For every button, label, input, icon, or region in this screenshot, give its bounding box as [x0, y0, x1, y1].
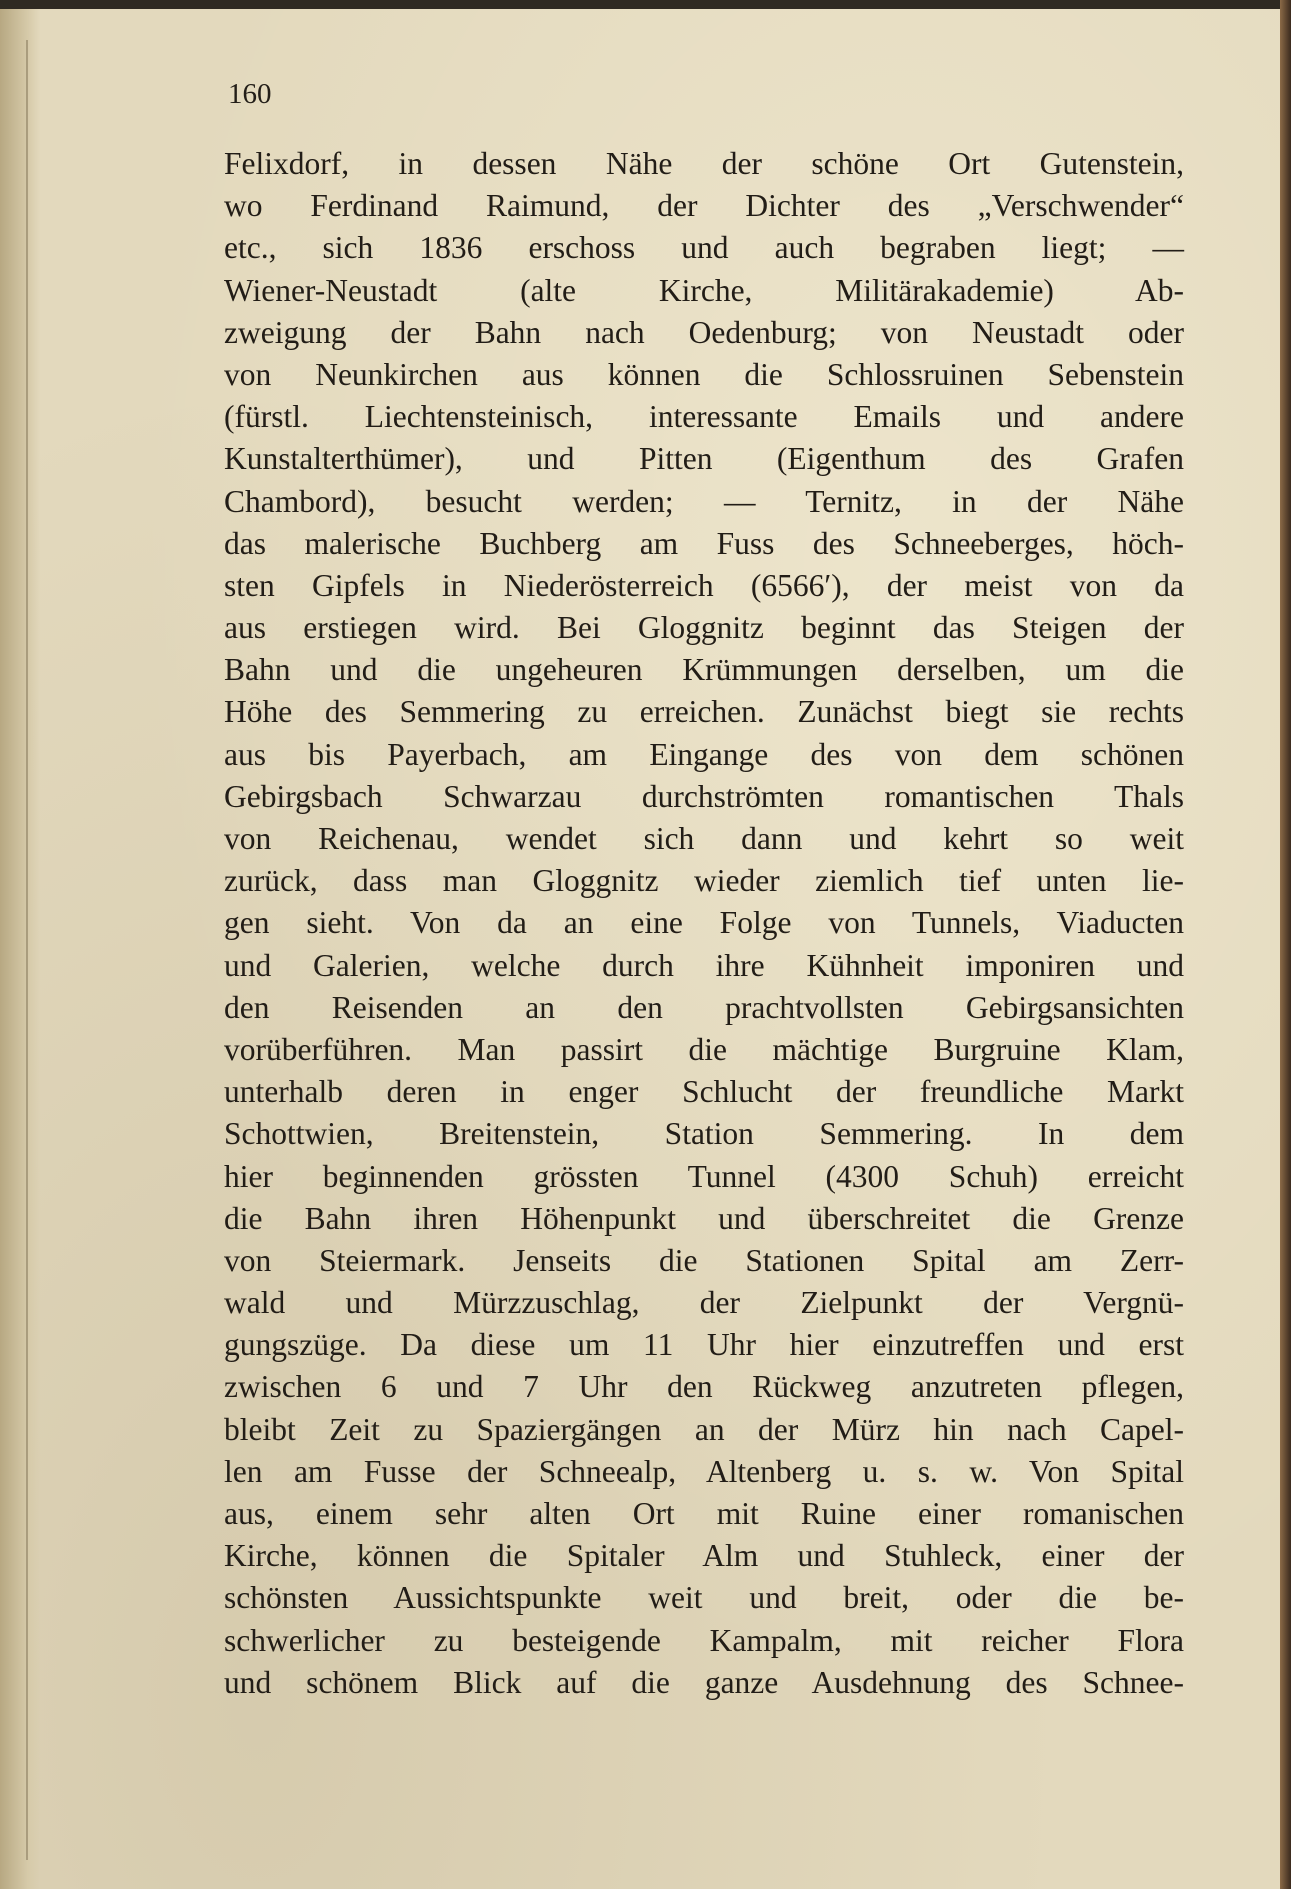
- text-line: wald und Mürzzuschlag, der Zielpunkt der Vergnü-: [224, 1285, 1184, 1321]
- text-line: sten Gipfels in Niederösterreich (6566′), der meist von da: [224, 567, 1184, 603]
- text-line: Felixdorf, in dessen Nähe der schöne Ort Gutenstein,: [224, 146, 1184, 181]
- text-line: Chambord), besucht werden; — Ternitz, in der Nähe: [224, 483, 1184, 519]
- text-line: das malerische Buchberg am Fuss des Schneeberges, höch-: [224, 525, 1184, 561]
- text-line: zurück, dass man Gloggnitz wieder ziemlich tief unten lie-: [224, 863, 1184, 899]
- text-line: Gebirgsbach Schwarzau durchströmten romantischen Thals: [224, 778, 1184, 814]
- text-line: von Neunkirchen aus können die Schlossruinen Sebenstein: [224, 356, 1184, 392]
- text-line: etc., sich 1836 erschoss und auch begraben liegt; —: [224, 230, 1184, 266]
- text-line: hier beginnenden grössten Tunnel (4300 Schuh) erreicht: [224, 1158, 1184, 1194]
- text-line: gen sieht. Von da an eine Folge von Tunnels, Viaducten: [224, 905, 1184, 941]
- text-line: schönsten Aussichtspunkte weit und breit, oder die be-: [224, 1580, 1184, 1616]
- text-line: wo Ferdinand Raimund, der Dichter des „Verschwender“: [224, 188, 1184, 224]
- text-line: Kunstalterthümer), und Pitten (Eigenthum des Grafen: [224, 441, 1184, 477]
- text-line: Wiener-Neustadt (alte Kirche, Militärakademie) Ab-: [224, 272, 1184, 308]
- text-line: len am Fusse der Schneealp, Altenberg u. s. w. Von Spital: [224, 1453, 1184, 1489]
- text-line: aus bis Payerbach, am Eingange des von dem schönen: [224, 736, 1184, 772]
- page-binding-shadow: [0, 9, 40, 1889]
- text-line: unterhalb deren in enger Schlucht der freundliche Markt: [224, 1074, 1184, 1110]
- top-edge-border: [0, 0, 1291, 9]
- text-line: den Reisenden an den prachtvollsten Gebirgsansichten: [224, 989, 1184, 1025]
- text-line: Bahn und die ungeheuren Krümmungen derselben, um die: [224, 652, 1184, 688]
- text-line: vorüberführen. Man passirt die mächtige Burgruine Klam,: [224, 1031, 1184, 1067]
- text-line: zwischen 6 und 7 Uhr den Rückweg anzutreten pflegen,: [224, 1369, 1184, 1405]
- body-text: [224, 143, 1184, 1704]
- text-line: Kirche, können die Spitaler Alm und Stuhleck, einer der: [224, 1538, 1184, 1574]
- text-line: zweigung der Bahn nach Oedenburg; von Neustadt oder: [224, 314, 1184, 350]
- text-line: bleibt Zeit zu Spaziergängen an der Mürz hin nach Capel-: [224, 1411, 1184, 1447]
- text-line: die Bahn ihren Höhenpunkt und überschreitet die Grenze: [224, 1200, 1184, 1236]
- text-line: Schottwien, Breitenstein, Station Semmering. In dem: [224, 1116, 1184, 1152]
- text-line: aus erstiegen wird. Bei Gloggnitz beginnt das Steigen der: [224, 610, 1184, 646]
- right-edge-border: [1280, 0, 1291, 1889]
- text-line: und Galerien, welche durch ihre Kühnheit imponiren und: [224, 947, 1184, 983]
- text-line: und schönem Blick auf die ganze Ausdehnung des Schnee-: [224, 1664, 1184, 1700]
- text-line: gungszüge. Da diese um 11 Uhr hier einzutreffen und erst: [224, 1327, 1184, 1363]
- text-line: aus, einem sehr alten Ort mit Ruine einer romanischen: [224, 1496, 1184, 1531]
- text-line: schwerlicher zu besteigende Kampalm, mit reicher Flora: [224, 1622, 1184, 1658]
- text-line: von Reichenau, wendet sich dann und kehrt so weit: [224, 821, 1184, 856]
- text-line: Höhe des Semmering zu erreichen. Zunächst biegt sie rechts: [224, 694, 1184, 730]
- page-number: 160: [228, 78, 272, 110]
- text-line: (fürstl. Liechtensteinisch, interessante Emails und andere: [224, 399, 1184, 435]
- binding-line: [26, 40, 28, 1860]
- text-line: von Steiermark. Jenseits die Stationen Spital am Zerr-: [224, 1242, 1184, 1278]
